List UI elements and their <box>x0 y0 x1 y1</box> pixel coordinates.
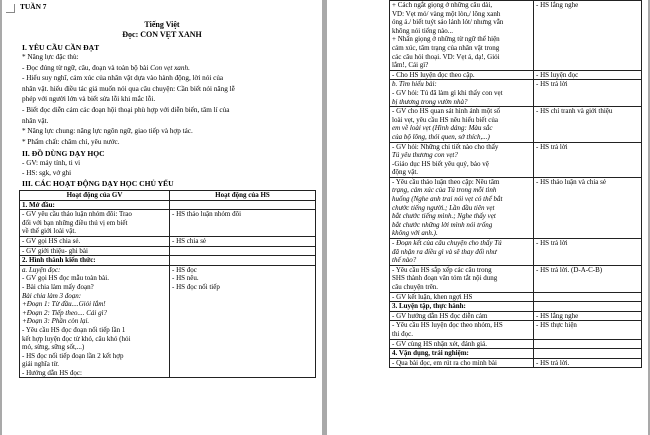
document-page-right <box>327 0 648 435</box>
column-header: Hoạt động của HS <box>170 191 316 201</box>
cell-text: - HS trả lời <box>536 142 568 151</box>
cell-text: - HS chia sẻ <box>172 236 207 245</box>
cell-text: thế nào? <box>392 256 417 265</box>
cell-text: - Hướng dẫn HS đọc: <box>22 368 82 377</box>
student-activity-cell <box>170 246 316 256</box>
cell-text: câu chuyện trên. <box>392 283 439 291</box>
cell-text: - HS thảo luận và chia sẻ <box>536 177 606 186</box>
cell-text: - Yêu cầu HS luyện đọc theo nhóm, HS <box>392 321 503 330</box>
activity-table <box>19 190 316 378</box>
student-activity-cell <box>170 200 316 210</box>
cell-text: cảm xúc, tâm trạng của nhân vật trong <box>392 43 500 52</box>
cell-text: - HS chỉ tranh và giới thiệu <box>536 107 613 116</box>
student-activity-cell <box>534 177 642 238</box>
cell-text: +Đoạn 2: Tiếp theo.... Cái gì? <box>22 308 108 317</box>
cell-text: -Giáo dục HS biết yêu quý, bảo vệ <box>392 159 489 168</box>
text-line: - GV: máy tính, ti vi <box>22 159 81 167</box>
cell-text: 3. Luyện tập, thực hành: <box>392 302 466 311</box>
cell-text: Bài chia làm 3 đoạn: <box>22 291 82 300</box>
cell-text: - HS trả lời <box>536 239 568 248</box>
student-activity-cell <box>170 236 316 246</box>
teacher-activity-cell <box>20 256 170 266</box>
table-row <box>390 321 642 339</box>
table-row <box>20 210 316 237</box>
cell-text: óng ả./ biết tuýt sáo lảnh lót/ nhưng vẫn <box>392 18 504 27</box>
cell-text: đổi với bạn những điều thú vị em biết <box>22 218 128 227</box>
teacher-activity-cell <box>390 265 534 292</box>
lesson-title: Đọc: CON VẸT XANH <box>122 30 202 39</box>
student-activity-cell <box>534 339 642 349</box>
cell-text: mỏ, sừng, sững sốt,...) <box>22 343 85 352</box>
document-page-left <box>2 0 322 435</box>
cell-text: các câu hỏi thoại. VD: Vẹt ả, dạ!, Giỏi <box>392 52 500 61</box>
teacher-activity-cell <box>390 142 534 177</box>
table-row <box>390 349 642 359</box>
cell-text: - HS đọc nối tiếp <box>172 282 220 291</box>
text-line: - Đọc đúng từ ngữ, câu, đoạn và toàn bộ bài Con vẹt xanh. <box>22 63 190 72</box>
text-line: nhân vật. hiểu điều tác giả muốn nói qua câu chuyện: Cần biết nói năng lễ <box>22 84 235 93</box>
activity-table <box>389 0 642 368</box>
cell-text: thi đọc. <box>392 329 413 338</box>
cell-text: SHS thành đoạn văn tóm tắt nội dung <box>392 274 498 283</box>
table-row <box>20 265 316 378</box>
cell-text: bị thương trong vườn nhà? <box>392 97 468 106</box>
cell-text: + Cách ngắt giọng ở những câu dài, <box>392 1 493 9</box>
cell-text: - GV cùng HS nhận xét, đánh giá. <box>392 339 487 348</box>
cell-text: kết hợp luyện đọc từ khó, câu khó (hỏi <box>22 334 131 343</box>
cell-text: - GV giới thiệu- ghi bài <box>22 246 88 255</box>
teacher-activity-cell <box>20 236 170 246</box>
table-row <box>390 239 642 266</box>
cell-text: - GV cho HS quan sát hình ảnh một số <box>392 107 501 116</box>
cell-text: không với anh.). <box>392 229 438 238</box>
student-activity-cell <box>534 311 642 321</box>
cell-text: - Cho HS luyện đọc theo cặp. <box>392 70 475 79</box>
table-row <box>20 256 316 266</box>
cell-text: - HS đọc nối tiếp đoạn lần 2 kết hợp <box>22 351 124 360</box>
week-label: TUẦN 7 <box>20 2 47 11</box>
cell-text: bắt chước tiếng mình.; Nghe thấy vẹt <box>392 212 496 221</box>
teacher-activity-cell <box>390 292 534 302</box>
cell-text: 1. Mở đầu: <box>22 200 55 209</box>
student-activity-cell <box>170 210 316 237</box>
student-activity-cell <box>534 107 642 142</box>
table-row <box>390 70 642 80</box>
cell-text: của bộ lông, thói quen, sở thích,...) <box>392 132 490 141</box>
cell-text: - HS trả lời <box>536 80 568 89</box>
teacher-activity-cell <box>390 107 534 142</box>
student-activity-cell <box>534 302 642 312</box>
teacher-activity-cell <box>390 349 534 359</box>
student-activity-cell <box>534 70 642 80</box>
teacher-activity-cell <box>390 1 534 71</box>
teacher-activity-cell <box>390 321 534 339</box>
text-line: nhân vật. <box>22 116 49 125</box>
text-line: * Năng lực đặc thù: <box>22 53 79 61</box>
cell-text: trạng, cảm xúc của Tú trong mỗi tình <box>392 186 497 195</box>
section-heading: I. YÊU CẦU CẦN ĐẠT <box>22 43 100 52</box>
student-activity-cell <box>170 256 316 266</box>
table-row <box>390 107 642 142</box>
cell-text: 2. Hình thành kiến thức: <box>22 256 96 265</box>
cell-text: loài vẹt, yêu cầu HS nêu hiểu biết của <box>392 115 498 124</box>
cell-text: - HS trả lời. (D-A-C-B) <box>536 265 603 274</box>
table-row <box>390 142 642 177</box>
student-activity-cell <box>534 349 642 359</box>
cell-text: - HS lắng nghe <box>536 311 579 320</box>
cell-text: em về loài vẹt (Hình dáng: Màu sắc <box>392 124 493 133</box>
table-row <box>390 339 642 349</box>
cell-text: - Yêu cầu HS đọc đoạn nối tiếp lần 1 <box>22 325 126 334</box>
table-row <box>390 311 642 321</box>
cell-text: - GV yêu cầu thảo luận nhóm đôi: Trao <box>22 210 132 219</box>
cell-text: - Đoạn kết của câu chuyện cho thấy Tú <box>392 239 502 248</box>
teacher-activity-cell <box>20 265 170 378</box>
cell-text: - HS luyện đọc <box>536 70 579 79</box>
cell-text: VD: Vẹt mỏ/ vàng một lòn,/ lông xanh <box>392 9 501 18</box>
teacher-activity-cell <box>390 302 534 312</box>
student-activity-cell <box>534 142 642 177</box>
cell-text: - HS nêu. <box>172 274 199 283</box>
section-heading: III. CÁC HOẠT ĐỘNG DẠY HỌC CHỦ YẾU <box>22 179 174 188</box>
section-heading: II. ĐỒ DÙNG DẠY HỌC <box>22 149 105 158</box>
text-line: * Năng lực chung: năng lực ngôn ngữ, giao tiếp và hợp tác. <box>22 127 193 136</box>
cell-text: không nói tiếng nào... <box>392 26 454 35</box>
table-row <box>390 80 642 107</box>
cell-text: - GV hỏi: Những chi tiết nào cho thấy <box>392 142 499 151</box>
cell-text: lắm!, Cái gì? <box>392 61 429 70</box>
table-row <box>20 236 316 246</box>
cell-text: đã nhận ra điều gì và sẽ thay đổi như <box>392 247 497 256</box>
cell-text: - GV gọi HS đọc mẫu toàn bài. <box>22 274 109 283</box>
cell-text: +Đoạn 1: Từ đầu....Giỏi lắm! <box>22 300 106 309</box>
cell-text: - HS thực hiện <box>536 321 577 330</box>
cell-text: - HS lắng nghe <box>536 1 579 9</box>
text-line: - Hiểu suy nghĩ, cảm xúc của nhân vật dựa vào hành động, lời nói của <box>22 74 224 83</box>
subject-title: Tiếng Việt <box>144 20 180 29</box>
cell-text: về thế giới loài vật. <box>22 227 77 236</box>
student-activity-cell <box>534 321 642 339</box>
cell-text: - HS đọc <box>172 265 197 274</box>
table-row <box>390 1 642 71</box>
student-activity-cell <box>534 1 642 71</box>
column-header: Hoạt động của GV <box>20 191 170 201</box>
teacher-activity-cell <box>390 80 534 107</box>
student-activity-cell <box>534 265 642 292</box>
cell-text: - Yêu cầu thảo luận theo cặp: Nêu tâm <box>392 177 500 186</box>
teacher-activity-cell <box>390 177 534 238</box>
table-row <box>390 265 642 292</box>
student-activity-cell <box>170 265 316 378</box>
teacher-activity-cell <box>390 339 534 349</box>
cell-text: - HS trả lời. <box>536 358 570 367</box>
student-activity-cell <box>534 358 642 368</box>
cell-text: - Bài chia làm mấy đoạn? <box>22 282 94 291</box>
teacher-activity-cell <box>20 246 170 256</box>
student-activity-cell <box>534 292 642 302</box>
lesson-title-italic: Con vẹt xanh. <box>148 63 190 72</box>
crop-mark <box>6 4 15 13</box>
cell-text: Tú yêu thương con vẹt? <box>392 151 458 160</box>
table-row <box>390 358 642 368</box>
table-row <box>20 200 316 210</box>
cell-text: - GV gọi HS chia sẻ. <box>22 236 81 245</box>
cell-text: - Yêu cầu HS sắp xếp các câu trong <box>392 265 492 274</box>
student-activity-cell <box>534 239 642 266</box>
table-row <box>20 246 316 256</box>
cell-text: động vật. <box>392 168 419 177</box>
cell-text: - GV kết luận, khen ngợi HS <box>392 292 473 301</box>
text-line: - Biết đọc diễn cảm các đoạn hội thoại phù hợp với diễn biến, tâm lí của <box>22 106 230 114</box>
teacher-activity-cell <box>390 311 534 321</box>
teacher-activity-cell <box>20 200 170 210</box>
cell-text: giải nghĩa từ. <box>22 360 60 369</box>
teacher-activity-cell <box>390 239 534 266</box>
cell-text: +Đoạn 3: Phần còn lại. <box>22 317 90 326</box>
cell-text: bắt chước những lời mình nói trống <box>392 220 493 229</box>
cell-text: - GV hướng dẫn HS đọc diễn cảm <box>392 311 488 320</box>
text-line: * Phẩm chất: chăm chỉ, yêu nước. <box>22 137 120 146</box>
cell-text: huống (Nghe anh trai nói vẹt có thể bắt <box>392 195 503 204</box>
cell-text: b. Tìm hiểu bài: <box>392 80 437 89</box>
teacher-activity-cell <box>20 210 170 237</box>
table-row <box>390 292 642 302</box>
teacher-activity-cell <box>390 358 534 368</box>
cell-text: - HS thảo luận nhóm đôi <box>172 210 242 219</box>
text-line: phép với người lớn và biết sửa lỗi khi mắc lỗi. <box>22 95 156 104</box>
cell-text: a. Luyện đọc: <box>22 265 61 274</box>
cell-text: 4. Vận dụng, trải nghiệm: <box>392 349 469 358</box>
cell-text: - GV hỏi: Tú đã làm gì khi thấy con vẹt <box>392 88 503 97</box>
table-row <box>390 177 642 238</box>
cell-text: + Nhấn giọng ở những từ ngữ thể hiện <box>392 35 500 44</box>
table-row <box>390 302 642 312</box>
teacher-activity-cell <box>390 70 534 80</box>
student-activity-cell <box>534 80 642 107</box>
text-line: - HS: sgk, vở ghi <box>22 169 72 177</box>
cell-text: - Qua bài đọc, em rút ra cho mình bài <box>392 358 497 367</box>
cell-text: chước tiếng người.; Lần đầu tiên vẹt <box>392 203 495 212</box>
